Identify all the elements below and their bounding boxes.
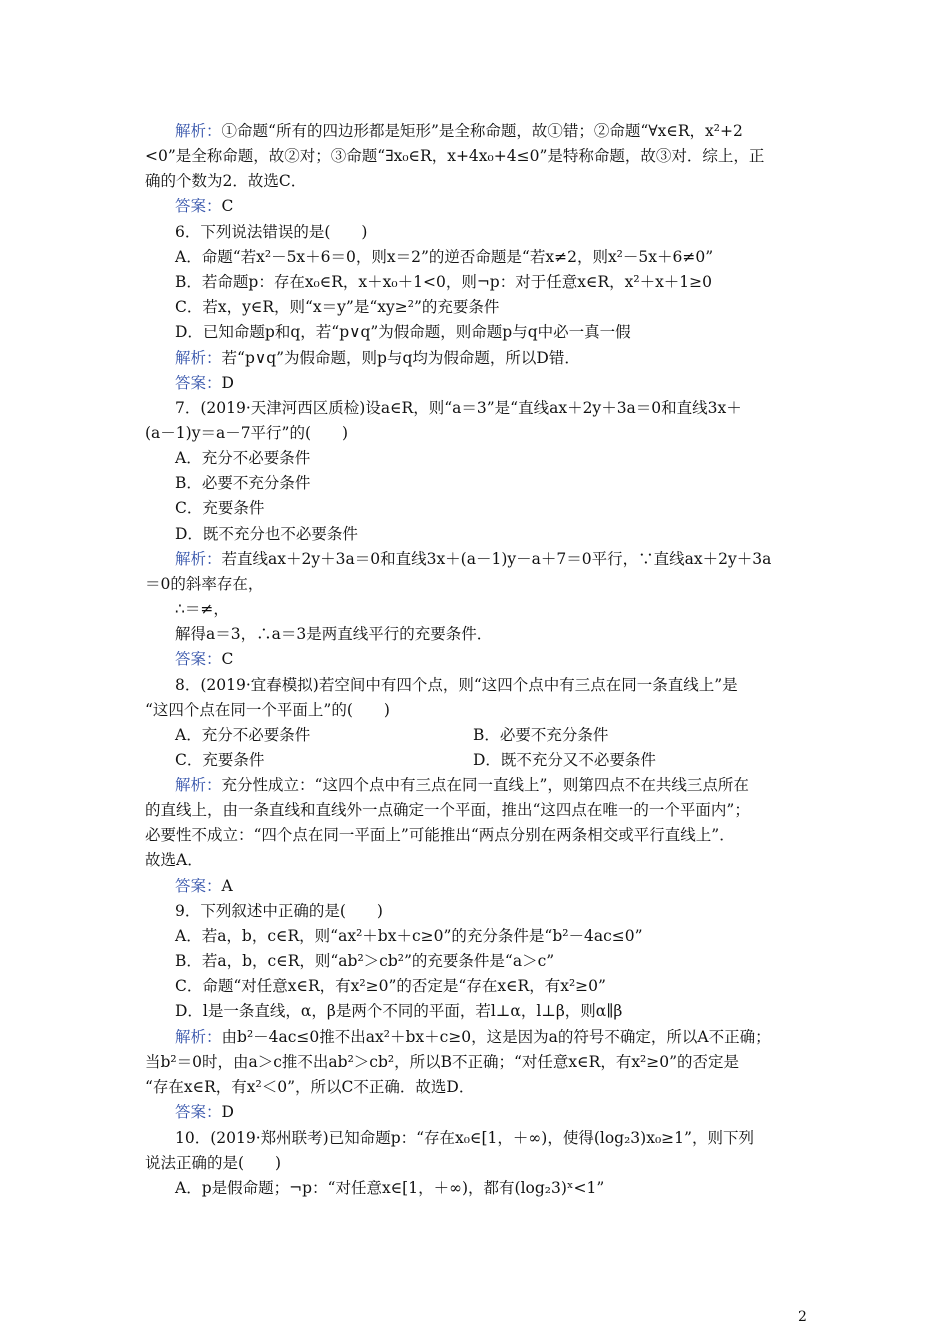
analysis-label: 解析：: [175, 122, 222, 140]
q8-analysis-line: 必要性不成立：“四个点在同一平面上”可能推出“两点分别在两条相交或平行直线上”．: [145, 826, 735, 844]
q9-stem: 9．下列叙述中正确的是( ): [175, 902, 383, 920]
q10-stem-line: 10．(2019·郑州联考)已知命题p：“存在x₀∈[1，＋∞)，使得(log₂3)x₀≥1”，则下列: [175, 1129, 754, 1147]
q8-analysis-line: 故选A．: [145, 851, 203, 869]
q7-analysis-line: ∴＝≠，: [175, 600, 229, 618]
q6-option-c: C．若x，y∈R，则“x＝y”是“xy≥²”的充要条件: [175, 298, 500, 316]
q9-option-d: D．l是一条直线，α，β是两个不同的平面，若l⊥α，l⊥β，则α∥β: [175, 1002, 623, 1020]
q9-analysis-line: “存在x∈R，有x²＜0”，所以C不正确．故选D．: [145, 1078, 475, 1096]
q9-analysis-line: 当b²＝0时，由a＞c推不出ab²＞cb²，所以B不正确；“对任意x∈R，有x²≥0”的否定是: [145, 1053, 740, 1071]
q10-stem-line: 说法正确的是( ): [145, 1154, 282, 1172]
q7-stem-line: (a－1)y＝a－7平行”的( ): [145, 424, 349, 442]
q9-option-b: B．若a，b，c∈R，则“ab²＞cb²”的充要条件是“a＞c”: [175, 952, 555, 970]
answer-label: 答案：: [175, 374, 222, 392]
q7-answer: 答案：C: [175, 650, 234, 668]
analysis-label: 解析：: [175, 550, 222, 568]
q9-option-a: A．若a，b，c∈R，则“ax²＋bx＋c≥0”的充分条件是“b²－4ac≤0”: [175, 927, 643, 945]
q8-answer: 答案：A: [175, 877, 233, 895]
analysis-label: 解析：: [175, 1028, 222, 1046]
q7-option-c: C．充要条件: [175, 499, 265, 517]
q5-analysis-line: 解析：①命题“所有的四边形都是矩形”是全称命题，故①错；②命题“∀x∈R，x²+2: [175, 122, 743, 140]
q6-option-a: A．命题“若x²－5x＋6＝0，则x＝2”的逆否命题是“若x≠2，则x²－5x＋6≠0”: [175, 248, 714, 266]
q7-option-b: B．必要不充分条件: [175, 474, 311, 492]
q8-option-c: C．充要条件: [175, 751, 265, 769]
q5-analysis-line: 确的个数为2．故选C．: [145, 172, 307, 190]
q6-analysis-line: 解析：若“p∨q”为假命题，则p与q均为假命题，所以D错．: [175, 349, 580, 367]
q8-option-a: A．充分不必要条件: [175, 726, 311, 744]
page-number: 2: [798, 1309, 807, 1325]
q8-analysis-line: 解析：充分性成立：“这四个点中有三点在同一直线上”，则第四点不在共线三点所在: [175, 776, 749, 794]
analysis-label: 解析：: [175, 776, 222, 794]
q8-analysis-line: 的直线上，由一条直线和直线外一点确定一个平面，推出“这四点在唯一的一个平面内”；: [145, 801, 750, 819]
q7-analysis-line: 解析：若直线ax＋2y＋3a＝0和直线3x＋(a－1)y－a＋7＝0平行，∵直线ax＋2y＋3a: [175, 550, 772, 568]
q7-analysis-line: ＝0的斜率存在，: [145, 575, 264, 593]
q9-option-c: C．命题“对任意x∈R，有x²≥0”的否定是“存在x∈R，有x²≥0”: [175, 977, 606, 995]
q8-option-d: D．既不充分又不必要条件: [473, 751, 656, 769]
q7-stem-line: 7．(2019·天津河西区质检)设a∈R，则“a＝3”是“直线ax＋2y＋3a＝0和直线3x＋: [175, 399, 742, 417]
answer-label: 答案：: [175, 877, 222, 895]
q7-analysis-line: 解得a＝3，∴a＝3是两直线平行的充要条件．: [175, 625, 493, 643]
analysis-label: 解析：: [175, 349, 222, 367]
q7-option-a: A．充分不必要条件: [175, 449, 311, 467]
q9-analysis-line: 解析：由b²－4ac≤0推不出ax²＋bx＋c≥0，这是因为a的符号不确定，所以A不正确；: [175, 1028, 771, 1046]
q6-option-b: B．若命题p：存在x₀∈R，x＋x₀＋1<0，则¬p：对于任意x∈R，x²＋x＋1≥0: [175, 273, 713, 291]
answer-label: 答案：: [175, 197, 222, 215]
q8-option-b: B．必要不充分条件: [473, 726, 609, 744]
q6-stem: 6．下列说法错误的是( ): [175, 223, 368, 241]
q5-analysis-line: <0”是全称命题，故②对；③命题“∃x₀∈R，x+4x₀+4≤0”是特称命题，故③对．综上，正: [145, 147, 765, 165]
q10-option-a: A．p是假命题；¬p：“对任意x∈[1，＋∞)，都有(log₂3)ˣ<1”: [175, 1179, 605, 1197]
q6-answer: 答案：D: [175, 374, 234, 392]
q8-stem-line: 8．(2019·宜春模拟)若空间中有四个点，则“这四个点中有三点在同一条直线上”是: [175, 676, 738, 694]
q9-answer: 答案：D: [175, 1103, 234, 1121]
q6-option-d: D．已知命题p和q，若“p∨q”为假命题，则命题p与q中必一真一假: [175, 323, 631, 341]
answer-label: 答案：: [175, 650, 222, 668]
q5-answer: 答案：C: [175, 197, 234, 215]
q8-stem-line: “这四个点在同一个平面上”的( ): [145, 701, 390, 719]
answer-label: 答案：: [175, 1103, 222, 1121]
q7-option-d: D．既不充分也不必要条件: [175, 525, 358, 543]
